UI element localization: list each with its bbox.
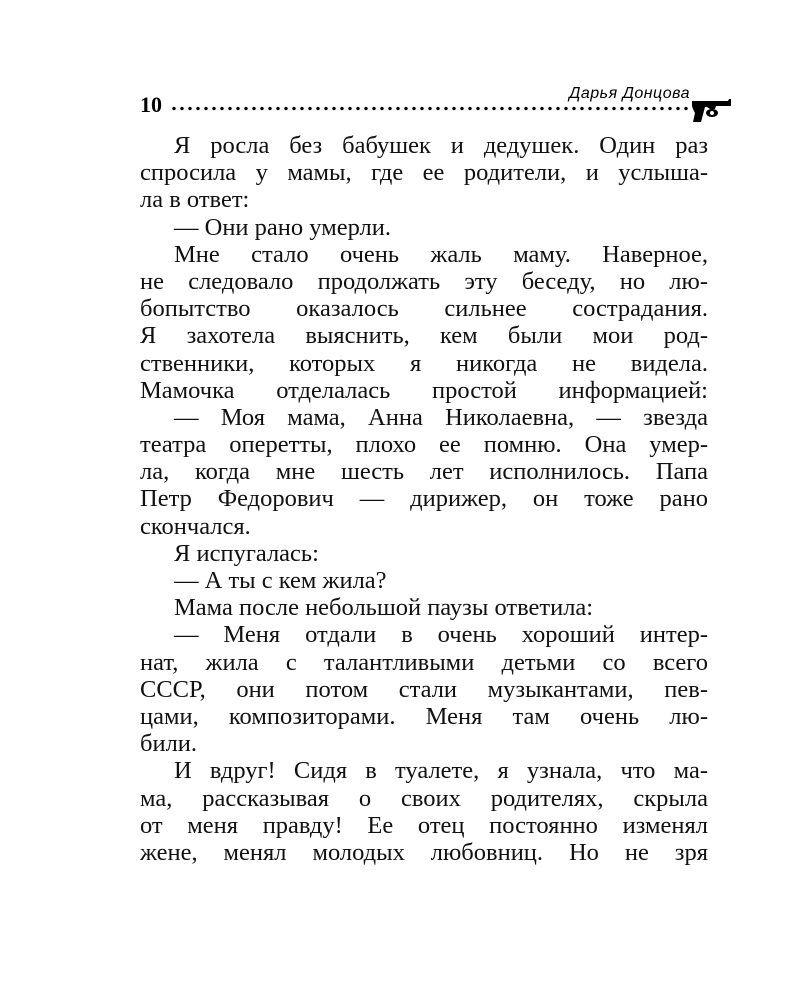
text-line: ла в ответ: <box>140 186 250 214</box>
text-line: ственники, которых я никогда не видела. <box>140 349 708 377</box>
text-line: Петр Федорович — дирижер, он тоже рано <box>140 485 708 513</box>
text-line: Я захотела выяснить, кем были мои род- <box>140 322 708 350</box>
text-line: били. <box>140 730 198 758</box>
text-line: Я испугалась: <box>174 539 319 567</box>
text-line: Мамочка отделалась простой информацией: <box>140 376 708 404</box>
body-text <box>140 132 708 866</box>
text-line: ла, когда мне шесть лет исполнилось. Папа <box>140 458 708 486</box>
pistol-icon <box>690 98 732 124</box>
text-line: — Моя мама, Анна Николаевна, — звезда <box>174 403 708 431</box>
text-line: бопытство оказалось сильнее сострадания. <box>140 295 708 323</box>
text-line: Я росла без бабушек и дедушек. Один раз <box>174 132 708 159</box>
page-number: 10 <box>140 92 162 117</box>
author-name: Дарья Донцова <box>569 85 690 102</box>
text-line: нат, жила с талантливыми детьми со всего <box>140 648 708 676</box>
text-line: Мне стало очень жаль маму. Наверное, <box>174 240 708 268</box>
text-line: Мама после небольшой паузы ответила: <box>174 594 594 622</box>
text-line: — А ты с кем жила? <box>174 567 387 594</box>
running-header <box>140 84 732 124</box>
text-line: — Они рано умерли. <box>174 213 391 241</box>
text-line: скончался. <box>140 512 251 540</box>
text-line: цами, композиторами. Меня там очень лю- <box>140 702 708 730</box>
text-line: театра оперетты, плохо ее помню. Она умер- <box>140 431 708 459</box>
text-line: от меня правду! Ее отец постоянно изменял <box>140 811 708 839</box>
text-line: ма, рассказывая о своих родителях, скрыла <box>140 784 708 812</box>
text-line: жене, менял молодых любовниц. Но не зря <box>140 838 708 866</box>
dotted-leader <box>170 106 690 111</box>
text-line: И вдруг! Сидя в туалете, я узнала, что ма- <box>174 757 708 785</box>
text-line: — Меня отдали в очень хороший интер- <box>174 621 708 649</box>
text-line: СССР, они потом стали музыкантами, пев- <box>140 675 708 703</box>
text-line: спросила у мамы, где ее родители, и услыша- <box>140 159 708 187</box>
text-line: не следовало продолжать эту беседу, но лю- <box>140 267 708 295</box>
